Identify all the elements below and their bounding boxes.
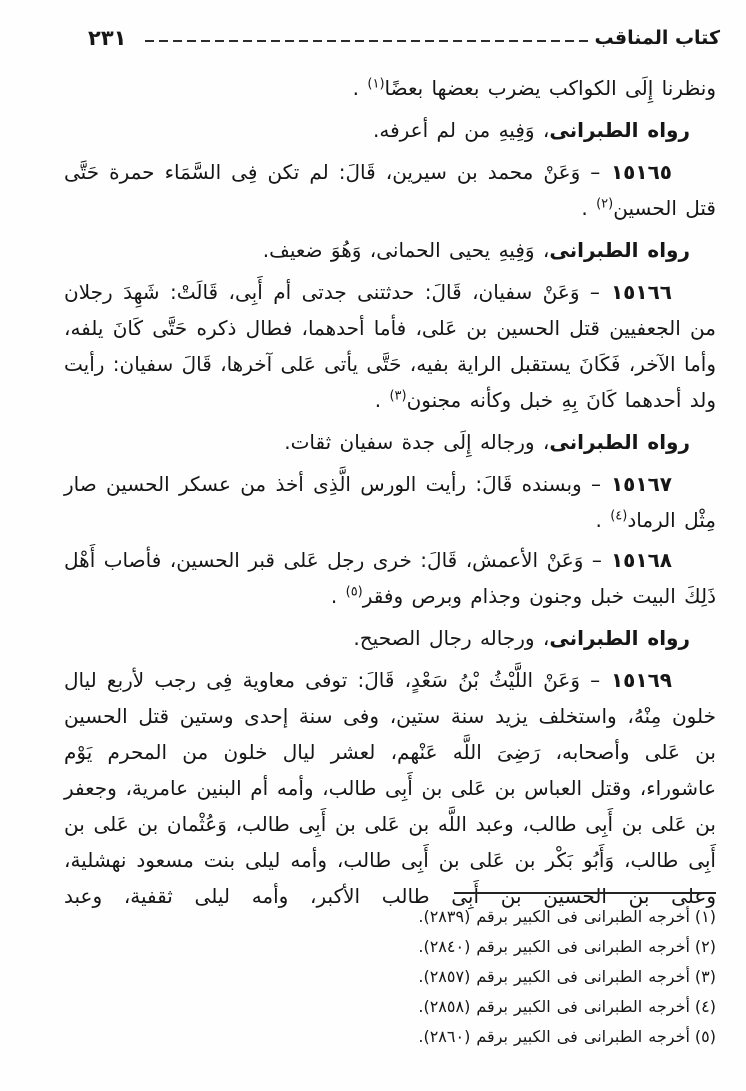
hadith-paragraph <box>64 466 716 538</box>
emphasis-text: ١٥١٦٦ <box>599 280 673 304</box>
text-segment: – وبسنده قَالَ: رأيت الورس الَّذِى أخذ من عسكر الحسين صار مِثْل الرماد <box>64 472 716 532</box>
footnote-marker: (٥) <box>694 1027 716 1046</box>
text-segment: . <box>330 584 346 608</box>
footnote-marker: (١) <box>694 907 716 926</box>
text-segment: ، وَفِيهِ يحيى الحمانى، وَهُوَ ضعيف. <box>262 238 550 262</box>
text-segment: – وَعَنْ اللَّيْثُ بْنُ سَعْدٍ، قَالَ: توفى معاوية فِى رجب لأربع ليال خلون مِنْهُ، واستخلف يزيد سنة ستين، وفى سنة إحدى وستين قتل الحسين بن عَلى وأصحابه، رَضِىَ اللَّه عَنْهم، لعشر ليال خلون من المحرم يَوْم عاشوراء، وقتل العباس بن عَلى بن أَبِى طالب، وأمه أم البنين عامرية، وجعفر بن عَلى بن أَبِى طالب، وعبد اللَّه بن عَلى بن أَبِى طالب، وَعُثْمان بن عَلى بن أَبِى طالب، وَأَبُو بَكْر بن عَلى بن أَبِى طالب، وأمه ليلى بنت مسعود نهشلية، وعلى بن الحسين بن أَبِى طالب الأكبر، وأمه ليلى ثقفية، وعبد <box>64 668 716 908</box>
footnote-text: أخرجه الطبرانى فى الكبير برقم (٢٨٥٧). <box>418 967 690 986</box>
hadith-paragraph <box>64 662 716 914</box>
text-segment: . <box>581 196 597 220</box>
footnote-divider-rule <box>454 892 716 894</box>
footnote-ref: (٥) <box>345 584 363 600</box>
book-title: كتاب المناقب <box>594 27 720 49</box>
text-segment: . <box>595 508 611 532</box>
grading-line <box>64 232 716 268</box>
footnote-text: أخرجه الطبرانى فى الكبير برقم (٢٨٤٠). <box>418 937 690 956</box>
footnote-text: أخرجه الطبرانى فى الكبير برقم (٢٨٥٨). <box>418 997 690 1016</box>
footnote-item <box>64 932 716 962</box>
footnote-marker: (٢) <box>694 937 716 956</box>
hadith-paragraph <box>64 542 716 614</box>
footnote-marker: (٤) <box>694 997 716 1016</box>
footnote-text: أخرجه الطبرانى فى الكبير برقم (٢٨٦٠). <box>418 1027 690 1046</box>
hadith-paragraph <box>64 154 716 226</box>
footnote-item <box>64 992 716 1022</box>
footnote-ref: (٤) <box>610 508 628 524</box>
text-segment: ونظرنا إِلَى الكواكب يضرب بعضها بعضًا <box>384 76 716 100</box>
footnote-item <box>64 902 716 932</box>
text-segment: – وَعَنْ الأعمش، قَالَ: خرى رجل عَلى قبر الحسين، فأصاب أَهْل ذَلِكَ البيت خبل وجنون وجذام وبرص وفقر <box>64 548 716 608</box>
emphasis-text: رواه الطبرانى <box>549 118 690 142</box>
text-segment: ، ورجاله إِلَى جدة سفيان ثقات. <box>284 430 550 454</box>
footnote-list <box>64 902 716 1052</box>
emphasis-text: ١٥١٦٨ <box>601 548 672 572</box>
footnote-item <box>64 962 716 992</box>
emphasis-text: رواه الطبرانى <box>549 238 690 262</box>
emphasis-text: ١٥١٦٥ <box>600 160 672 184</box>
emphasis-text: ١٥١٦٩ <box>600 668 672 692</box>
text-segment: ، ورجاله رجال الصحيح. <box>353 626 550 650</box>
footnotes-section <box>64 892 716 1052</box>
header-divider-dashed-rule <box>142 40 587 42</box>
page-header <box>62 26 720 50</box>
footnote-text: أخرجه الطبرانى فى الكبير برقم (٢٨٣٩). <box>418 907 690 926</box>
footnote-ref: (٣) <box>389 388 407 404</box>
grading-line <box>64 424 716 460</box>
text-segment: – وَعَنْ محمد بن سيرين، قَالَ: لم تكن فِى السَّمَاء حمرة حَتَّى قتل الحسين <box>64 160 716 220</box>
text-segment: ، وَفِيهِ من لم أعرفه. <box>373 118 550 142</box>
hadith-paragraph <box>64 274 716 418</box>
grading-line <box>64 112 716 148</box>
emphasis-text: رواه الطبرانى <box>549 430 690 454</box>
main-text-block <box>64 70 716 918</box>
emphasis-text: ١٥١٦٧ <box>601 472 672 496</box>
footnote-marker: (٣) <box>694 967 716 986</box>
continuation-paragraph <box>64 70 716 106</box>
footnote-ref: (٢) <box>596 196 614 212</box>
text-segment: . <box>352 76 368 100</box>
grading-line <box>64 620 716 656</box>
emphasis-text: رواه الطبرانى <box>549 626 690 650</box>
text-segment: – وَعَنْ سفيان، قَالَ: حدثتنى جدتى أم أَبِى، قَالَتْ: شَهِدَ رجلان من الجعفيين قتل الحسين بن عَلى، فأما أحدهما، فطال ذكره حَتَّى كَانَ يلفه، وأما الآخر، فَكَانَ يستقبل الراية بفيه، حَتَّى يأتى عَلى آخرها، قَالَ سفيان: رأيت ولد أحدهما كَانَ بِهِ خبل وكأنه مجنون <box>64 280 716 412</box>
page-number: ٢٣١ <box>88 26 127 50</box>
footnote-ref: (١) <box>367 76 385 92</box>
footnote-item <box>64 1022 716 1052</box>
text-segment: . <box>374 388 390 412</box>
